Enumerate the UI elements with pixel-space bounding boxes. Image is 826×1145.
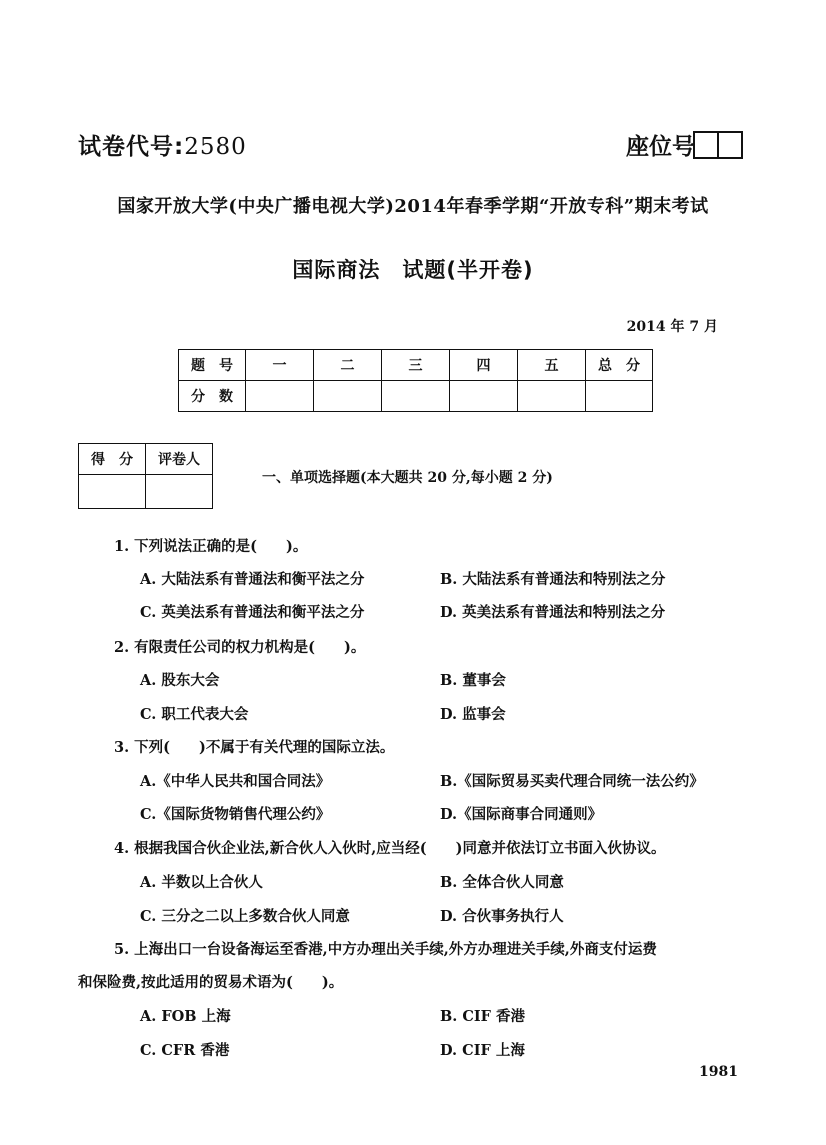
page-number: 1981 [699,1064,738,1080]
exam-date: 2014 年 7 月 [626,319,718,335]
score-cell: 题 号 [179,350,246,381]
option: D. 英美法系有普通法和特别法之分 [440,604,666,621]
option: C.《国际货物销售代理公约》 [140,806,331,823]
option: A. 半数以上合伙人 [140,874,263,891]
score-cell: 三 [382,350,450,381]
seat-number [626,128,743,161]
option: B. 全体合伙人同意 [440,874,564,891]
score-cell: 二 [314,350,382,381]
option: A. FOB 上海 [140,1008,231,1025]
option: D.《国际商事合同通则》 [440,806,603,823]
score-blank [382,381,450,412]
score-blank [450,381,518,412]
seat-box-2 [717,131,743,159]
question-stem: 1. 下列说法正确的是( )。 [114,538,308,555]
option: C. 职工代表大会 [140,706,249,723]
grader-blank [146,475,213,509]
option: D. 合伙事务执行人 [440,908,564,925]
question-stem: 3. 下列( )不属于有关代理的国际立法。 [114,739,395,756]
option: C. CFR 香港 [140,1042,230,1059]
option: B.《国际贸易买卖代理合同统一法公约》 [440,773,704,790]
score-cell: 一 [246,350,314,381]
question-stem: 2. 有限责任公司的权力机构是( )。 [114,639,366,656]
grader-table [78,443,213,509]
score-blank [246,381,314,412]
exam-title: 国家开放大学(中央广播电视大学)2014年春季学期“开放专科”期末考试 [117,196,709,217]
score-blank [586,381,653,412]
grader-score-header: 得 分 [79,444,146,475]
option: B. 董事会 [440,672,506,689]
section-heading: 一、单项选择题(本大题共 20 分,每小题 2 分) [262,470,553,486]
score-cell: 总 分 [586,350,653,381]
score-row-label: 分 数 [179,381,246,412]
paper-code [78,128,247,161]
paper-code-label: 试卷代号: [78,134,185,160]
question-stem: 5. 上海出口一台设备海运至香港,中方办理出关手续,外方办理进关手续,外商支付运费 [114,941,657,958]
grader-name-header: 评卷人 [146,444,213,475]
paper-title: 国际商法 试题(半开卷) [292,258,534,282]
option: A.《中华人民共和国合同法》 [140,773,331,790]
option: A. 股东大会 [140,672,220,689]
option: C. 英美法系有普通法和衡平法之分 [140,604,365,621]
option: C. 三分之二以上多数合伙人同意 [140,908,350,925]
option: B. 大陆法系有普通法和特别法之分 [440,571,666,588]
paper-code-value: 2580 [184,134,247,160]
score-cell: 四 [450,350,518,381]
score-table [178,349,653,412]
score-table-header-row [179,350,653,381]
question-stem: 4. 根据我国合伙企业法,新合伙人入伙时,应当经( )同意并依法订立书面入伙协议。 [114,840,666,857]
score-blank [314,381,382,412]
score-blank [518,381,586,412]
option: D. 监事会 [440,706,506,723]
option: D. CIF 上海 [440,1042,525,1059]
seat-number-label: 座位号 [626,134,695,160]
score-table-value-row [179,381,653,412]
grader-blank [79,475,146,509]
seat-box-1 [693,131,719,159]
option: B. CIF 香港 [440,1008,526,1025]
question-stem-continued: 和保险费,按此适用的贸易术语为( )。 [78,974,344,991]
score-cell: 五 [518,350,586,381]
option: A. 大陆法系有普通法和衡平法之分 [140,571,365,588]
